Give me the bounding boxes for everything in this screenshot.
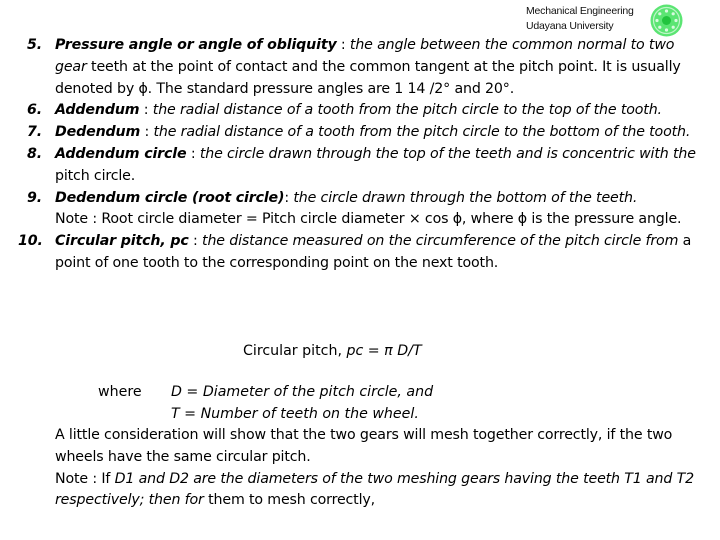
item-definition: the radial distance of a tooth from the pitch circle to the bottom of the tooth.: [153, 124, 691, 141]
item-number: 7.: [27, 124, 42, 141]
separator: :: [186, 145, 200, 162]
list-item-pressure-angle: [0, 35, 700, 100]
item-term: Dedendum: [55, 124, 141, 141]
item-definition: the circle drawn through the top of the teeth and is concentric with the: [199, 145, 696, 162]
item-number: 5.: [27, 37, 42, 53]
item-definition-cont: pitch circle.: [55, 167, 136, 184]
meshing-paragraph: A little consideration will show that the two gears will mesh together correctly, if the two wheels have the same circular pitch.: [55, 427, 673, 465]
list-item-circular-pitch: [0, 231, 700, 275]
meshing-condition: [55, 425, 705, 512]
note-italic: D1 and D2 are the diameters of the two meshing gears having the teeth T1 and T2 respectively; then for: [55, 470, 695, 509]
item-definition-cont: a point of one tooth to the corresponding point on the next tooth.: [55, 233, 692, 271]
item-number: 8.: [27, 145, 42, 162]
university-seal-icon: [650, 4, 683, 37]
circular-pitch-formula: [243, 340, 422, 362]
item-number: 6.: [27, 102, 42, 119]
separator: :: [188, 233, 203, 250]
formula-expression: pc = π D/T: [346, 343, 422, 359]
item-term: Addendum: [55, 102, 140, 119]
item-definition: the circle drawn through the bottom of the teeth.: [293, 189, 638, 206]
item-definition-cont: teeth at the point of contact and the common tangent at the pitch point. It is usually denoted by ϕ. The standard pressure angles are 1 14 /2° and 20°.: [55, 58, 681, 97]
item-number: 10.: [18, 233, 43, 250]
list-item-addendum: [0, 100, 700, 122]
separator: :: [336, 37, 350, 53]
institution-label: [526, 4, 634, 34]
separator: :: [140, 124, 154, 141]
separator: :: [284, 189, 294, 206]
formula-label: Circular pitch,: [243, 343, 347, 359]
list-item-addendum-circle: [0, 144, 700, 188]
item-term: Pressure angle or angle of obliquity: [55, 37, 337, 53]
root-circle-note: Note : Root circle diameter = Pitch circle diameter × cos ϕ, where ϕ is the pressure angle.: [55, 211, 682, 228]
note-prefix: Note : If: [55, 470, 115, 487]
meshing-note: [55, 469, 705, 513]
variable-t-definition: T = Number of teeth on the wheel.: [171, 405, 419, 422]
item-definition: the radial distance of a tooth from the pitch circle to the top of the tooth.: [152, 102, 662, 119]
note-suffix: them to mesh correctly,: [203, 492, 375, 509]
variable-d-definition: D = Diameter of the pitch circle, and: [171, 384, 434, 400]
where-label: where: [98, 384, 142, 400]
separator: :: [139, 102, 153, 119]
university-name: Udayana University: [526, 20, 614, 32]
item-term: Dedendum circle (root circle): [55, 189, 285, 206]
item-number: 9.: [27, 189, 42, 206]
item-term: Circular pitch, pc: [55, 233, 189, 250]
department-name: Mechanical Engineering: [526, 5, 634, 17]
list-item-dedendum-circle: [0, 188, 700, 232]
list-item-dedendum: [0, 122, 700, 144]
item-definition: the angle between the common normal to two gear: [55, 37, 675, 75]
item-definition: the distance measured on the circumference of the pitch circle from: [202, 233, 679, 250]
item-term: Addendum circle: [55, 145, 187, 162]
definitions-list: [0, 35, 720, 275]
